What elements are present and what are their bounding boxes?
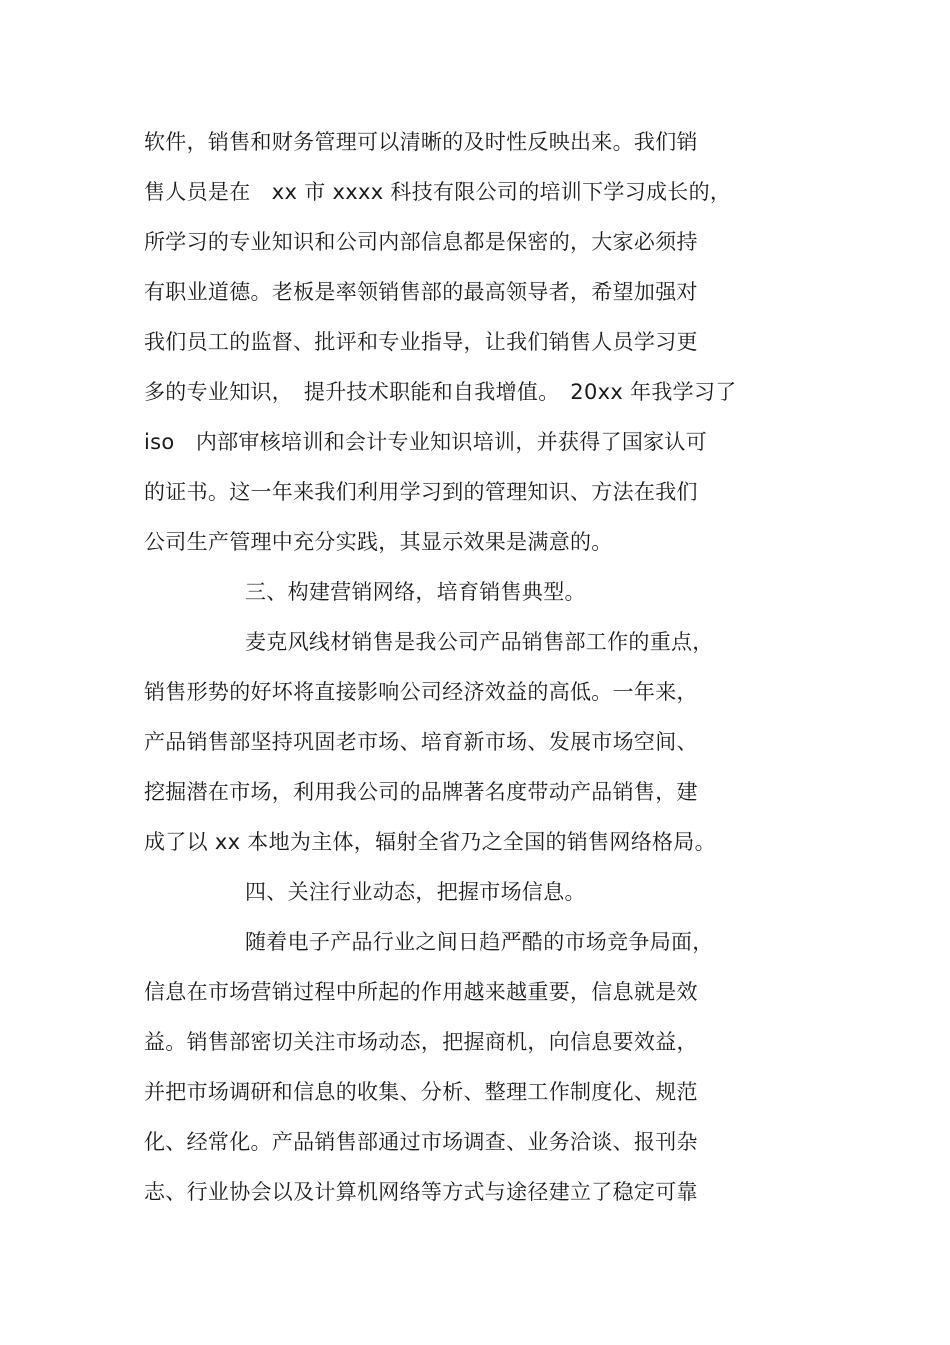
text-line: 益。销售部密切关注市场动态，把握商机，向信息要效益， [144, 1030, 698, 1054]
paragraph-start: 随着电子产品行业之间日趋严酷的市场竞争局面， [245, 930, 714, 954]
text-line: 信息在市场营销过程中所起的作用越来越重要，信息就是效 [144, 980, 698, 1004]
paragraph-start: 麦克风线材销售是我公司产品销售部工作的重点， [245, 630, 714, 654]
text-line: 所学习的专业知识和公司内部信息都是保密的，大家必须持 [144, 230, 698, 254]
text-line: 我们员工的监督、批评和专业指导，让我们销售人员学习更 [144, 330, 698, 354]
section-heading: 四、关注行业动态，把握市场信息。 [245, 880, 586, 904]
text-line: 化、经常化。产品销售部通过市场调查、业务洽谈、报刊杂 [144, 1130, 698, 1154]
text-line: 公司生产管理中充分实践，其显示效果是满意的。 [144, 530, 613, 554]
text-line: 软件，销售和财务管理可以清晰的及时性反映出来。我们销 [144, 130, 698, 154]
text-line: 志、行业协会以及计算机网络等方式与途径建立了稳定可靠 [144, 1180, 698, 1204]
body-text [144, 120, 844, 1220]
text-line: 销售形势的好坏将直接影响公司经济效益的高低。一年来， [144, 680, 698, 704]
text-line: iso 内部审核培训和会计专业知识培训，并获得了国家认可 [144, 430, 708, 454]
text-line: 售人员是在 xx 市 xxxx 科技有限公司的培训下学习成长的， [144, 180, 732, 204]
text-line: 有职业道德。老板是率领销售部的最高领导者，希望加强对 [144, 280, 698, 304]
text-line: 成了以 xx 本地为主体，辐射全省乃之全国的销售网络格局。 [144, 830, 716, 854]
text-line: 多的专业知识， 提升技术职能和自我增值。 20xx 年我学习了 [144, 380, 737, 404]
text-line: 并把市场调研和信息的收集、分析、整理工作制度化、规范 [144, 1080, 698, 1104]
text-line: 的证书。这一年来我们利用学习到的管理知识、方法在我们 [144, 480, 698, 504]
section-heading: 三、构建营销网络，培育销售典型。 [245, 580, 586, 604]
text-line: 产品销售部坚持巩固老市场、培育新市场、发展市场空间、 [144, 730, 698, 754]
text-line: 挖掘潜在市场，利用我公司的品牌著名度带动产品销售，建 [144, 780, 698, 804]
